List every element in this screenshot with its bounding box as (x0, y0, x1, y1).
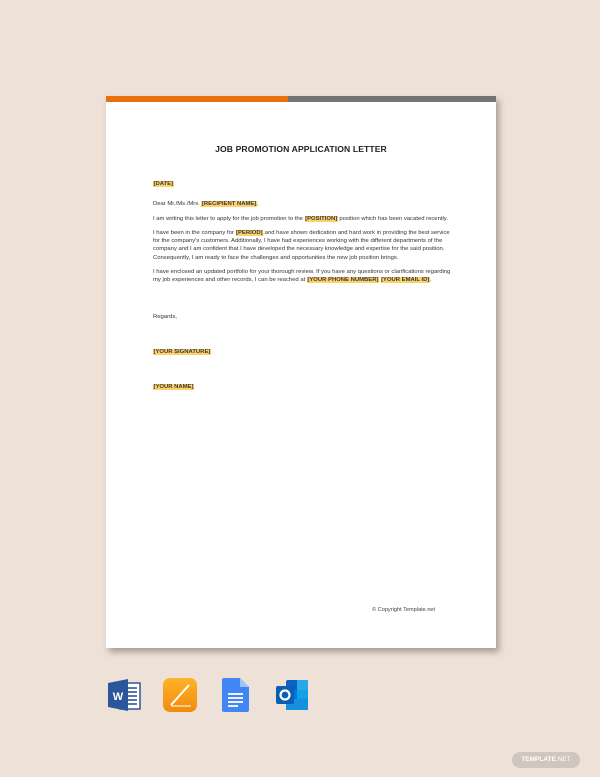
letter-title: JOB PROMOTION APPLICATION LETTER (215, 144, 387, 154)
signature-placeholder: [YOUR SIGNATURE] (153, 348, 211, 355)
top-accent-bar (106, 96, 496, 102)
copyright-notice: © Copyright Template.net (372, 607, 436, 613)
outlook-icon[interactable] (274, 677, 310, 713)
paragraph-1: I am writing this letter to apply for the job promotion to the [POSITION] position which has been vacated recently. (153, 215, 448, 222)
word-icon[interactable] (106, 677, 142, 713)
date-line (153, 180, 453, 188)
position-placeholder: [POSITION] (305, 215, 338, 222)
email-placeholder: [YOUR EMAIL ID] (381, 277, 430, 284)
date-placeholder: [DATE] (153, 181, 174, 187)
pages-icon[interactable] (162, 677, 198, 713)
paragraph-3: I have enclosed an updated portfolio for your thorough review. If you have any questions or clarifications regarding my job experiences and other records, I can be reached at [YOUR PHONE NUMBER] [YOUR EMAIL ID]. (153, 269, 451, 284)
accent-bar-orange (106, 96, 288, 102)
google-docs-icon[interactable] (218, 677, 254, 713)
name-line (153, 383, 453, 391)
template-net-watermark: TEMPLATE.NET (512, 752, 580, 768)
letter-page (106, 96, 496, 648)
name-placeholder: [YOUR NAME] (153, 384, 194, 391)
svg-text:W: W (112, 691, 124, 703)
period-placeholder: [PERIOD] (236, 229, 263, 236)
salutation: Dear Mr./Ms./Mrs. [RECIPIENT NAME], (153, 201, 259, 208)
compatible-apps (106, 677, 310, 713)
paragraph-2: I have been in the company for [PERIOD] and have shown dedication and hard work in providing the best service for the company's customers. Additionally, I have had experiences working with the different departments of the company and I am confident that I have developed the necessary knowledge and expertise for the said position. Consequently, I am ready to face the challenges and opportunities the new job position brings. (153, 229, 450, 261)
phone-placeholder: [YOUR PHONE NUMBER] (307, 277, 379, 284)
letter-body (153, 180, 453, 392)
signature-line (153, 348, 453, 356)
recipient-name-placeholder: [RECIPIENT NAME] (201, 201, 257, 208)
closing: Regards, (153, 313, 177, 320)
accent-bar-gray (288, 96, 496, 102)
